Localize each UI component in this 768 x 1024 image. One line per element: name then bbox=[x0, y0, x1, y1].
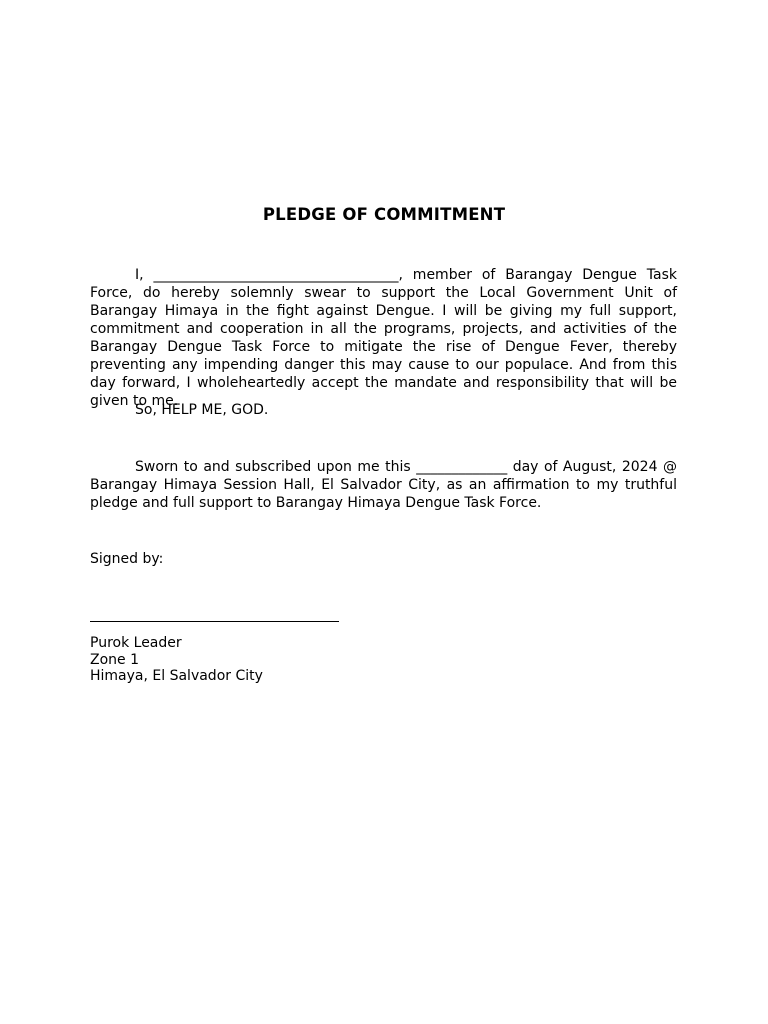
invocation-paragraph: So, HELP ME, GOD. bbox=[135, 402, 269, 418]
signatory-zone: Zone 1 bbox=[90, 651, 139, 668]
signature-line bbox=[90, 621, 339, 622]
signed-by-label: Signed by: bbox=[90, 551, 164, 567]
sworn-paragraph: Sworn to and subscribed upon me this _____________ day of August, 2024 @ Barangay Himaya Session Hall, El Salvador City, as an affirmation to my truthful pledge and full support to Barangay Himaya Dengue Task Force. bbox=[90, 459, 677, 511]
pledge-paragraph: I, ___________________________________, member of Barangay Dengue Task Force, do hereby solemnly swear to support the Local Government Unit of Barangay Himaya in the fight against Dengue. I will be giving my full support, commitment and cooperation in all the programs, projects, and activities of the Barangay Dengue Task Force to mitigate the rise of Dengue Fever, thereby preventing any impending danger this may cause to our populace. And from this day forward, I wholeheartedly accept the mandate and responsibility that will be given to me. bbox=[90, 267, 677, 409]
signatory-location: Himaya, El Salvador City bbox=[90, 668, 263, 684]
signatory-position: Purok Leader bbox=[90, 635, 182, 651]
document-title: PLEDGE OF COMMITMENT bbox=[262, 205, 506, 224]
signatory-block bbox=[90, 635, 263, 685]
